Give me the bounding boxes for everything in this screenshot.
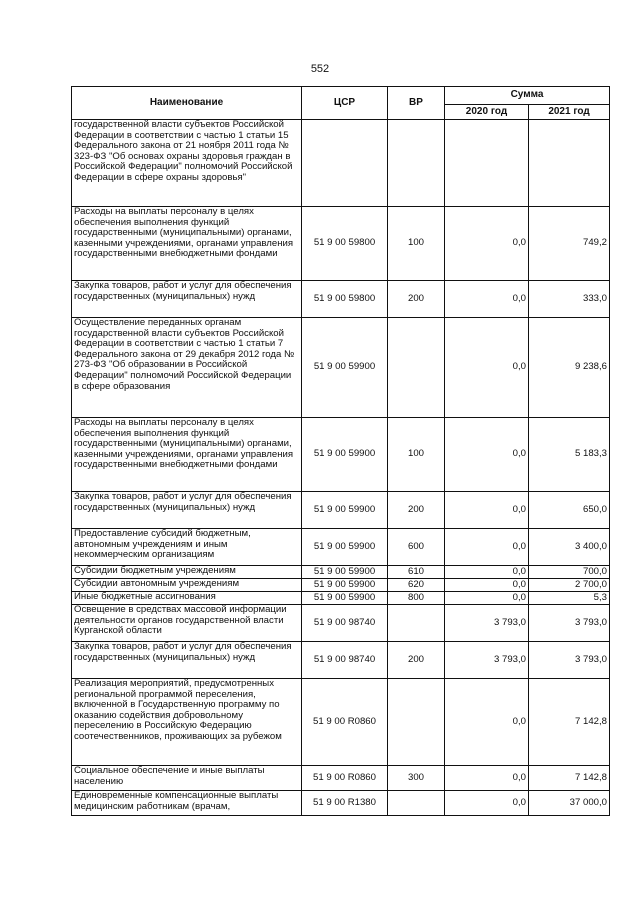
row-sum-2021: 3 793,0	[529, 605, 610, 642]
row-vr: 600	[388, 529, 445, 566]
row-csr: 51 9 00 59900	[302, 592, 388, 605]
row-csr	[302, 120, 388, 207]
row-vr	[388, 791, 445, 816]
table-row	[72, 766, 610, 791]
row-sum-2021: 7 142,8	[529, 766, 610, 791]
row-csr: 51 9 00 59900	[302, 418, 388, 492]
row-name: Единовременные компенсационные выплаты медицинским работникам (врачам,	[72, 791, 302, 816]
row-csr: 51 9 00 59900	[302, 492, 388, 529]
row-sum-2020: 0,0	[445, 592, 529, 605]
table-row	[72, 605, 610, 642]
row-csr: 51 9 00 R0860	[302, 766, 388, 791]
row-name: Закупка товаров, работ и услуг для обеспечения государственных (муниципальных) нужд	[72, 281, 302, 318]
row-name: Закупка товаров, работ и услуг для обеспечения государственных (муниципальных) нужд	[72, 642, 302, 679]
header-year-2021: 2021 год	[529, 105, 610, 120]
row-sum-2021: 700,0	[529, 566, 610, 579]
row-sum-2021: 650,0	[529, 492, 610, 529]
row-sum-2020: 0,0	[445, 418, 529, 492]
row-csr: 51 9 00 59800	[302, 281, 388, 318]
row-sum-2020: 0,0	[445, 766, 529, 791]
row-csr: 51 9 00 98740	[302, 642, 388, 679]
row-name: Субсидии автономным учреждениям	[72, 579, 302, 592]
table-row	[72, 579, 610, 592]
row-sum-2020: 0,0	[445, 579, 529, 592]
row-name: государственной власти субъектов Российской Федерации в соответствии с частью 1 статьи 15 Федерального закона от 21 ноября 2011 года № 323-ФЗ "Об основах охраны здоровья граждан в Российской Федерации" полномочий Российской Федерации в сфере охраны здоровья"	[72, 120, 302, 207]
row-vr: 300	[388, 766, 445, 791]
row-sum-2020: 0,0	[445, 492, 529, 529]
row-csr: 51 9 00 59900	[302, 566, 388, 579]
row-name: Социальное обеспечение и иные выплаты населению	[72, 766, 302, 791]
row-sum-2020: 0,0	[445, 318, 529, 418]
row-sum-2020: 3 793,0	[445, 642, 529, 679]
row-csr: 51 9 00 59900	[302, 318, 388, 418]
row-csr: 51 9 00 R0860	[302, 679, 388, 766]
row-vr: 200	[388, 281, 445, 318]
row-csr: 51 9 00 R1380	[302, 791, 388, 816]
table-row	[72, 679, 610, 766]
row-sum-2020: 0,0	[445, 529, 529, 566]
row-vr: 200	[388, 642, 445, 679]
row-sum-2020: 0,0	[445, 207, 529, 281]
row-sum-2020: 3 793,0	[445, 605, 529, 642]
row-vr	[388, 605, 445, 642]
row-name: Субсидии бюджетным учреждениям	[72, 566, 302, 579]
row-name: Предоставление субсидий бюджетным, автономным учреждениям и иным некоммерческим организациям	[72, 529, 302, 566]
row-sum-2021: 333,0	[529, 281, 610, 318]
row-name: Расходы на выплаты персоналу в целях обеспечения выполнения функций государственными (муниципальными) органами, казенными учреждениями, органами управления государственными внебюджетными фондами	[72, 207, 302, 281]
page-number: 552	[310, 63, 330, 75]
table-row	[72, 642, 610, 679]
row-csr: 51 9 00 59900	[302, 529, 388, 566]
budget-table	[71, 86, 610, 816]
row-name: Реализация мероприятий, предусмотренных региональной программой переселения, включенной в Государственную программу по оказанию содействия добровольному переселению в Российскую Федерацию соотечественников, проживающих за рубежом	[72, 679, 302, 766]
table-row	[72, 566, 610, 579]
header-name: Наименование	[72, 87, 302, 120]
row-sum-2020: 0,0	[445, 281, 529, 318]
row-sum-2021: 37 000,0	[529, 791, 610, 816]
table-row	[72, 592, 610, 605]
header-csr: ЦСР	[302, 87, 388, 120]
table-row	[72, 281, 610, 318]
row-vr: 100	[388, 207, 445, 281]
row-name: Расходы на выплаты персоналу в целях обеспечения выполнения функций государственными (муниципальными) органами, казенными учреждениями, органами управления государственными внебюджетными фондами	[72, 418, 302, 492]
row-vr	[388, 318, 445, 418]
row-vr	[388, 120, 445, 207]
row-sum-2021: 5 183,3	[529, 418, 610, 492]
table-row	[72, 791, 610, 816]
row-csr: 51 9 00 59900	[302, 579, 388, 592]
table-row	[72, 418, 610, 492]
row-vr: 800	[388, 592, 445, 605]
header-sum: Сумма	[445, 87, 610, 105]
row-vr: 200	[388, 492, 445, 529]
header-year-2020: 2020 год	[445, 105, 529, 120]
table-row	[72, 492, 610, 529]
row-sum-2020	[445, 120, 529, 207]
table-row	[72, 529, 610, 566]
row-sum-2021: 3 400,0	[529, 529, 610, 566]
row-name: Осуществление переданных органам государственной власти субъектов Российской Федерации в соответствии с частью 1 статьи 7 Федерального закона от 29 декабря 2012 года № 273-ФЗ "Об образовании в Российской Федерации" полномочий Российской Федерации в сфере образования	[72, 318, 302, 418]
row-vr: 100	[388, 418, 445, 492]
table-row	[72, 318, 610, 418]
row-sum-2021: 2 700,0	[529, 579, 610, 592]
row-sum-2020: 0,0	[445, 679, 529, 766]
row-vr	[388, 679, 445, 766]
row-sum-2021: 9 238,6	[529, 318, 610, 418]
row-csr: 51 9 00 59800	[302, 207, 388, 281]
row-sum-2021: 7 142,8	[529, 679, 610, 766]
row-sum-2020: 0,0	[445, 566, 529, 579]
row-name: Иные бюджетные ассигнования	[72, 592, 302, 605]
header-vr: ВР	[388, 87, 445, 120]
table-row	[72, 207, 610, 281]
row-csr: 51 9 00 98740	[302, 605, 388, 642]
row-sum-2021: 3 793,0	[529, 642, 610, 679]
row-sum-2021	[529, 120, 610, 207]
row-sum-2021: 749,2	[529, 207, 610, 281]
row-name: Освещение в средствах массовой информации деятельности органов государственной власти Курганской области	[72, 605, 302, 642]
table-row	[72, 120, 610, 207]
row-vr: 620	[388, 579, 445, 592]
row-sum-2021: 5,3	[529, 592, 610, 605]
row-name: Закупка товаров, работ и услуг для обеспечения государственных (муниципальных) нужд	[72, 492, 302, 529]
row-sum-2020: 0,0	[445, 791, 529, 816]
row-vr: 610	[388, 566, 445, 579]
